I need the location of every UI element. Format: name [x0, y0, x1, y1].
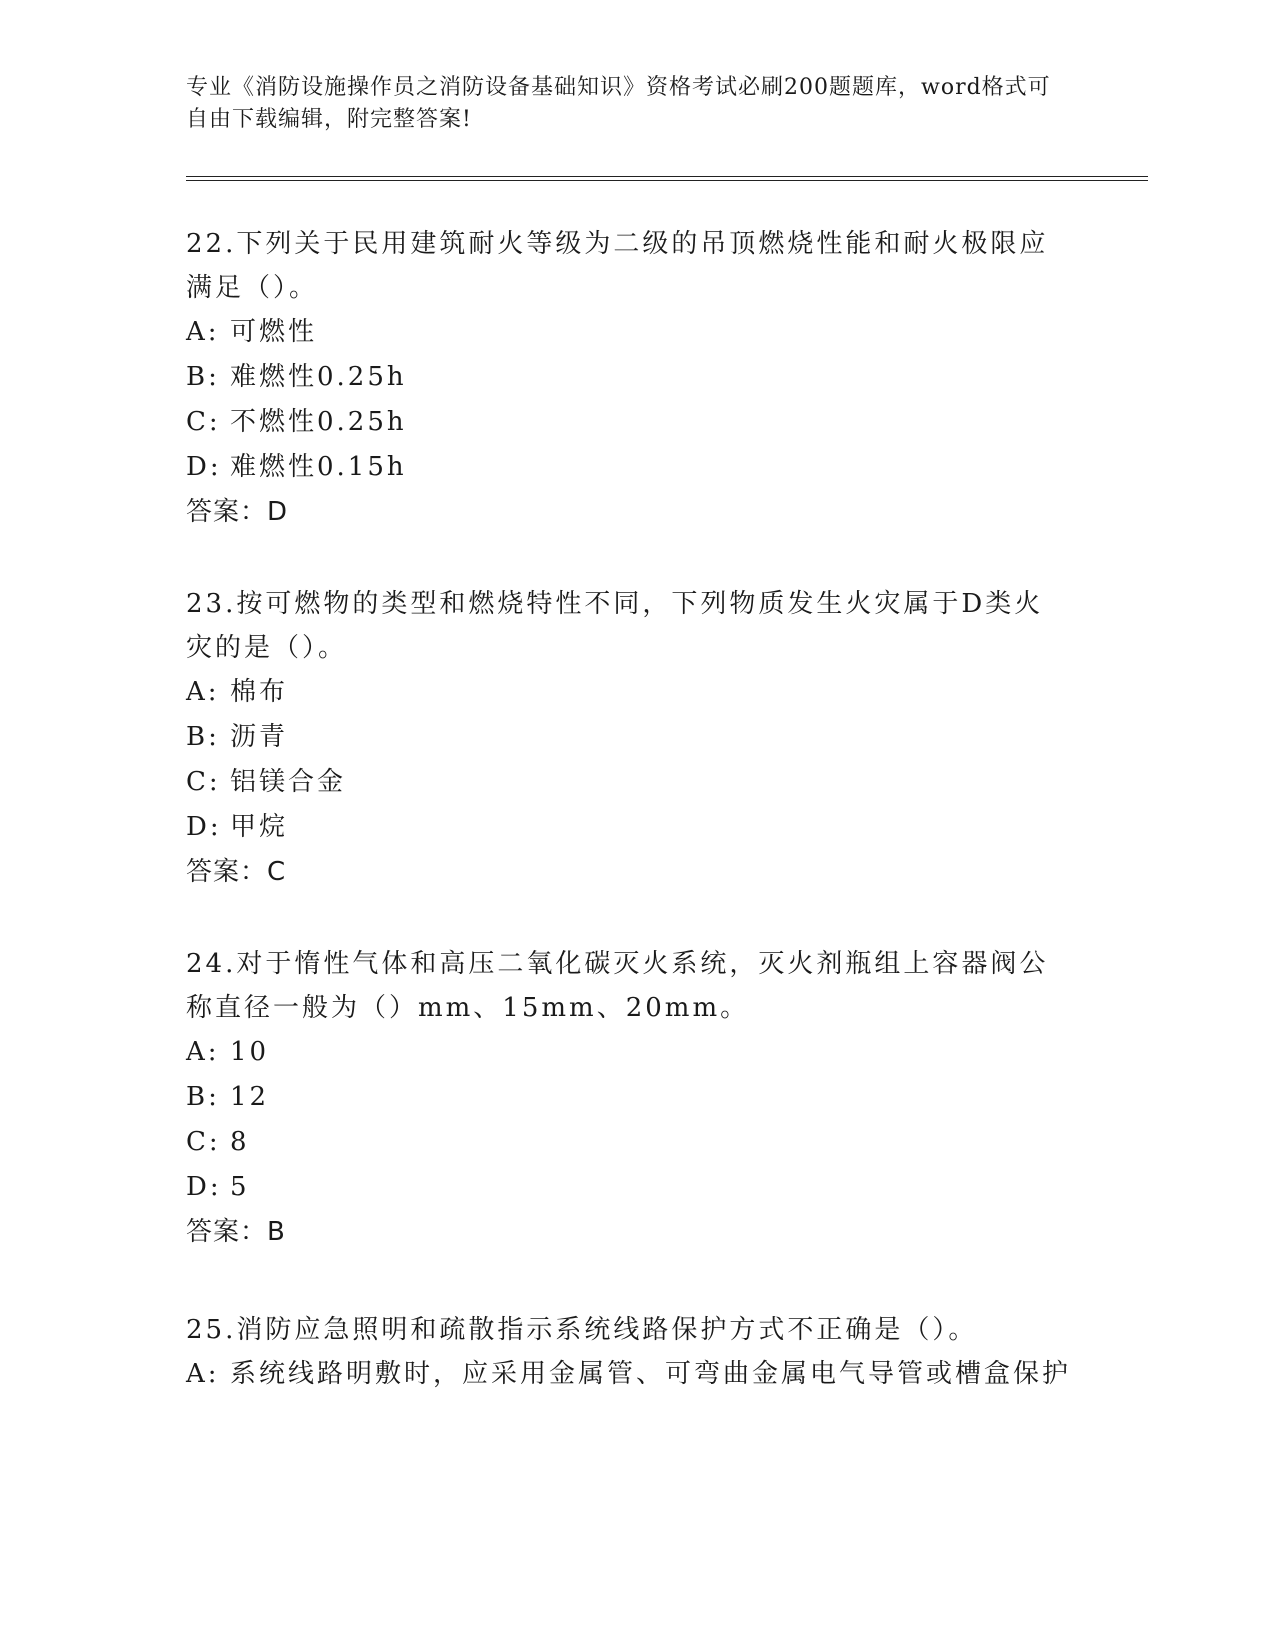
document-header: 专业《消防设施操作员之消防设备基础知识》资格考试必刷200题题库，word格式可自由下载编辑，附完整答案!	[186, 75, 1051, 132]
option-b	[186, 1075, 1066, 1120]
option-key: D:	[186, 1172, 222, 1202]
question-block	[186, 942, 1066, 1255]
option-text: 难燃性0.15h	[230, 452, 407, 482]
option-text: 沥青	[230, 722, 289, 752]
option-key: D:	[186, 812, 222, 842]
option-text: 10	[230, 1037, 270, 1067]
option-b	[186, 355, 1066, 400]
option-b	[186, 715, 1066, 760]
option-text: 5	[230, 1172, 250, 1202]
option-key: A:	[186, 1359, 220, 1389]
question-block	[186, 1308, 1072, 1397]
option-key: B:	[186, 362, 220, 392]
question-stem: 24.对于惰性气体和高压二氧化碳灭火系统，灭火剂瓶组上容器阀公称直径一般为（）mm、15mm、20mm。	[186, 949, 1049, 1023]
option-a	[186, 1030, 1066, 1075]
option-d	[186, 445, 1066, 490]
option-a	[186, 310, 1066, 355]
option-key: B:	[186, 1082, 220, 1112]
option-key: A:	[186, 1037, 220, 1067]
question-stem: 22.下列关于民用建筑耐火等级为二级的吊顶燃烧性能和耐火极限应满足（）。	[186, 229, 1049, 303]
option-d	[186, 805, 1066, 850]
option-key: C:	[186, 767, 221, 797]
question-block	[186, 222, 1066, 535]
option-c	[186, 760, 1066, 805]
option-key: A:	[186, 317, 220, 347]
option-text: 系统线路明敷时，应采用金属管、可弯曲金属电气导管或槽盒保护	[230, 1359, 1072, 1389]
option-d	[186, 1165, 1066, 1210]
option-text: 12	[230, 1082, 270, 1112]
question-block	[186, 582, 1066, 895]
option-key: C:	[186, 407, 221, 437]
option-a	[186, 670, 1066, 715]
header-divider	[186, 176, 1148, 181]
option-c	[186, 1120, 1066, 1165]
question-stem: 23.按可燃物的类型和燃烧特性不同，下列物质发生火灾属于D类火灾的是（）。	[186, 589, 1044, 663]
option-key: B:	[186, 722, 220, 752]
option-text: 8	[230, 1127, 250, 1157]
question-stem: 25.消防应急照明和疏散指示系统线路保护方式不正确是（）。	[186, 1315, 978, 1345]
option-key: C:	[186, 1127, 221, 1157]
option-text: 难燃性0.25h	[230, 362, 407, 392]
option-key: A:	[186, 677, 220, 707]
option-text: 甲烷	[230, 812, 289, 842]
option-key: D:	[186, 452, 222, 482]
option-text: 不燃性0.25h	[230, 407, 407, 437]
option-text: 铝镁合金	[230, 767, 347, 797]
answer-line: 答案：D	[186, 497, 289, 527]
option-text: 可燃性	[230, 317, 318, 347]
option-c	[186, 400, 1066, 445]
answer-line: 答案：C	[186, 857, 287, 887]
option-a	[186, 1352, 1072, 1397]
answer-line: 答案：B	[186, 1217, 286, 1247]
option-text: 棉布	[230, 677, 289, 707]
